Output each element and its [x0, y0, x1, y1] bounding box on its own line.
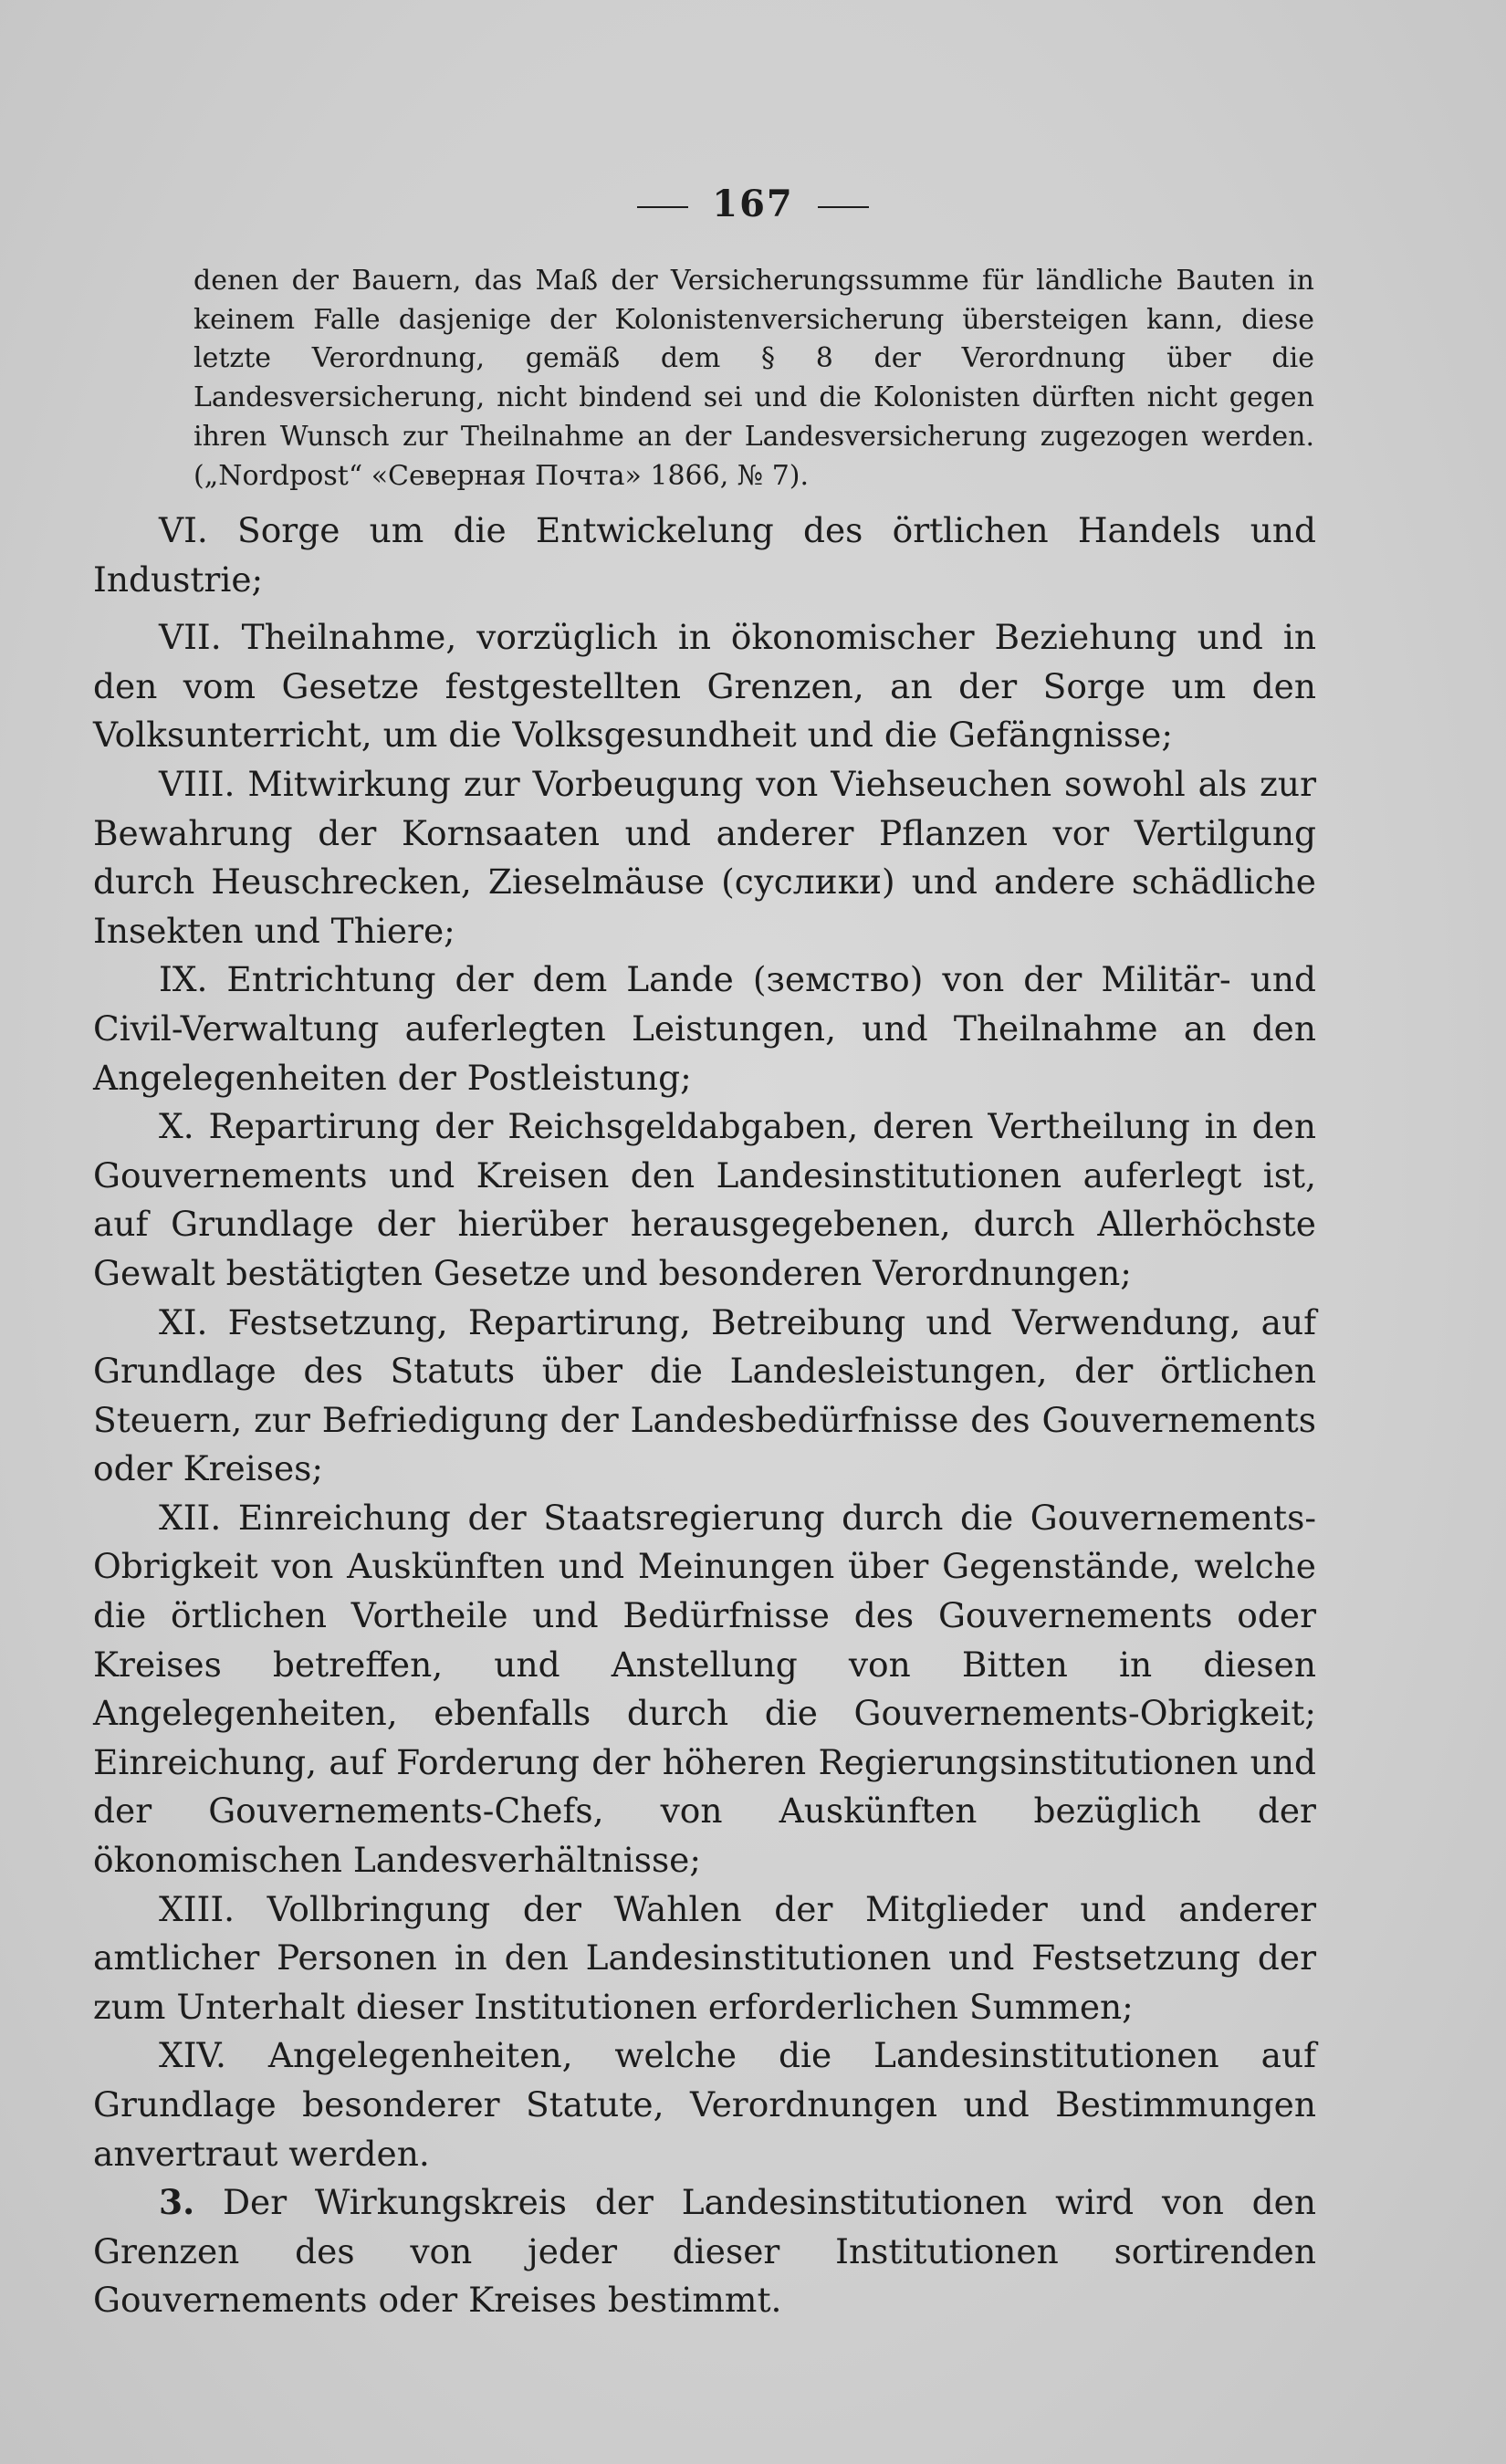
section-paragraph — [93, 2178, 1316, 2325]
item-text: Sorge um die Entwickelung des örtlichen Handels und Industrie; — [93, 510, 1316, 600]
item-number: VIII. — [159, 763, 235, 804]
list-item — [93, 955, 1316, 1102]
item-text: Einreichung der Staatsregierung durch die Gouvernements-Obrigkeit von Auskünften und Meinungen über Gegenstände, welche die örtlichen Vortheile und Bedürfnisse des Gouvernements oder Kreises betreffen, und Anstellung von Bitten in diesen Angelegenheiten, ebenfalls durch die Gouvernements-Obrigkeit; Einreichung, auf Forderung der höheren Regierungsinstitutionen und der Gouvernements-Chefs, von Auskünften bezüglich der ökonomischen Landesverhältnisse; — [93, 1497, 1316, 1881]
list-item — [93, 506, 1316, 604]
item-text: Repartirung der Reichsgeldabgaben, deren Vertheilung in den Gouvernements und Kreisen den Landesinstitutionen auferlegt ist, auf Grundlage der hierüber herausgegebenen, durch Allerhöchste Gewalt bestätigten Gesetze und besonderen Verordnungen; — [93, 1106, 1316, 1293]
item-text: Theilnahme, vorzüglich in ökonomischer Beziehung und in den vom Gesetze festgestellten Grenzen, an der Sorge um den Volksunterricht, um die Volksgesundheit und die Gefängnisse; — [93, 617, 1316, 756]
header-dash-left — [637, 206, 688, 208]
section-number: 3. — [159, 2182, 195, 2223]
list-item — [93, 1299, 1316, 1494]
page-header — [0, 183, 1506, 225]
list-item — [93, 613, 1316, 760]
item-number: VII. — [159, 617, 222, 658]
item-text: Angelegenheiten, welche die Landesinstitutionen auf Grundlage besonderer Statute, Verordnungen und Bestimmungen anvertraut werden. — [93, 2035, 1316, 2174]
list-item — [93, 2031, 1316, 2178]
list-item — [93, 760, 1316, 955]
item-number: IX. — [159, 959, 208, 1000]
footnote-paragraph: denen der Bauern, das Maß der Versicherungssumme für ländliche Bauten in keinem Falle dasjenige der Kolonistenversicherung übersteigen kann, diese letzte Verordnung, gemäß dem § 8 der Verordnung über die Landesversicherung, nicht bindend sei und die Kolonisten dürften nicht gegen ihren Wunsch zur Theilnahme an der Landesversicherung zugezogen werden. („Nordpost“ «Северная Почта» 1866, № 7). — [193, 265, 1314, 492]
page-number: 167 — [712, 183, 794, 225]
item-text: Vollbringung der Wahlen der Mitglieder und anderer amtlicher Personen in den Landesinstitutionen und Festsetzung der zum Unterhalt dieser Institutionen erforderlichen Summen; — [93, 1888, 1316, 2027]
item-text: Festsetzung, Repartirung, Betreibung und Verwendung, auf Grundlage des Statuts über die Landesleistungen, der örtlichen Steuern, zur Befriedigung der Landesbedürfnisse des Gouvernements oder Kreises; — [93, 1301, 1316, 1489]
list-item — [93, 1494, 1316, 1885]
item-text: Mitwirkung zur Vorbeugung von Viehseuchen sowohl als zur Bewahrung der Kornsaaten und anderer Pflanzen vor Vertilgung durch Heuschrecken, Zieselmäuse (суслики) und andere schädliche Insekten und Thiere; — [93, 763, 1317, 951]
item-number: XIV. — [159, 2035, 226, 2076]
list-item — [93, 1102, 1316, 1298]
article-body — [93, 506, 1316, 2325]
item-number: XII. — [159, 1497, 222, 1538]
list-item — [93, 1885, 1316, 2032]
header-dash-right — [818, 206, 869, 208]
section-text: Der Wirkungskreis der Landesinstitutionen wird von den Grenzen des von jeder dieser Institutionen sortirenden Gouvernements oder Kreises bestimmt. — [93, 2182, 1317, 2321]
item-number: XIII. — [159, 1888, 235, 1929]
item-number: X. — [159, 1106, 194, 1147]
item-number: VI. — [159, 510, 208, 550]
item-text: Entrichtung der dem Lande (земство) von der Militär- und Civil-Verwaltung auferlegten Leistungen, und Theilnahme an den Angelegenheiten der Postleistung; — [93, 959, 1317, 1098]
item-number: XI. — [159, 1301, 208, 1342]
